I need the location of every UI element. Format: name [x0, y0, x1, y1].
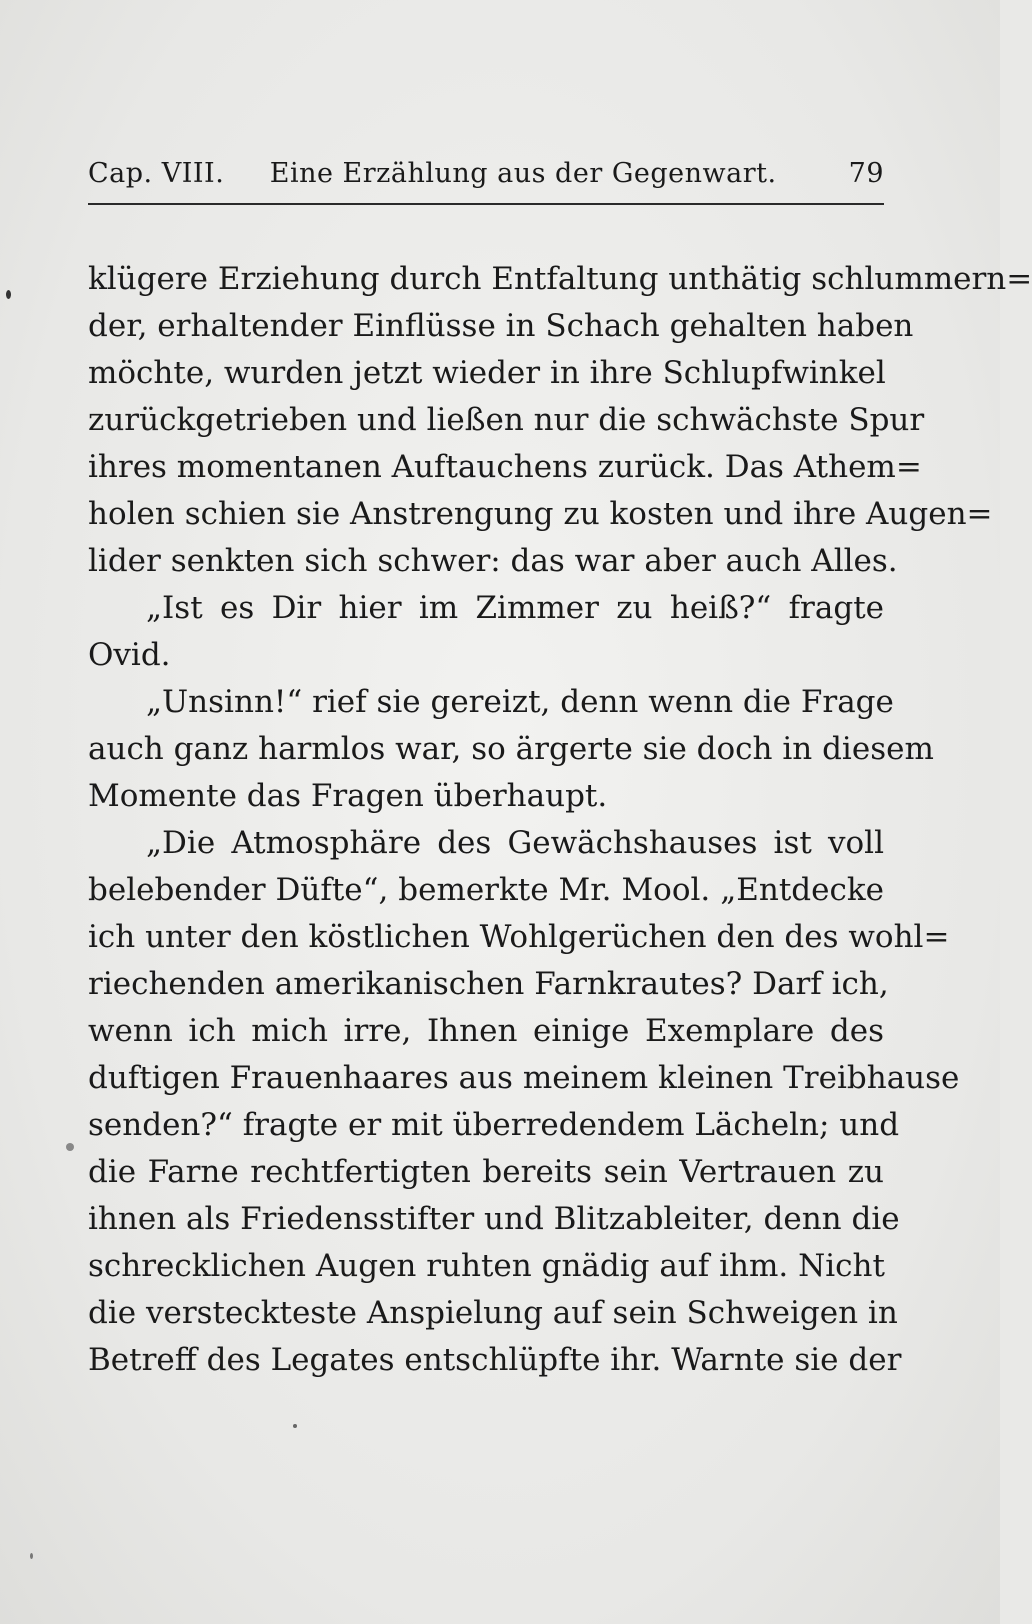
- text-line: schrecklichen Augen ruhten gnädig auf ihm. Nicht: [88, 1248, 885, 1284]
- paper-speck: [66, 1143, 74, 1151]
- text-line: „Die Atmosphäre des Gewächshauses ist voll: [146, 825, 884, 861]
- text-line: „Unsinn!“ rief sie gereizt, denn wenn die Frage: [146, 684, 894, 720]
- text-line: der, erhaltender Einflüsse in Schach gehalten haben: [88, 308, 914, 344]
- text-line: klügere Erziehung durch Entfaltung unthätig schlummern=: [88, 261, 1032, 297]
- chapter-label: Cap. VIII.: [88, 158, 225, 189]
- running-title: Eine Erzählung aus der Gegenwart.: [269, 158, 777, 189]
- text-line: die Farne rechtfertigten bereits sein Vertrauen zu: [88, 1154, 884, 1190]
- text-line: ich unter den köstlichen Wohlgerüchen den des wohl=: [88, 919, 950, 955]
- header-rule: [88, 203, 884, 205]
- text-line: auch ganz harmlos war, so ärgerte sie doch in diesem: [88, 731, 934, 767]
- paper-speck: [293, 1424, 297, 1428]
- text-line: möchte, wurden jetzt wieder in ihre Schlupfwinkel: [88, 355, 886, 391]
- text-line: die versteckteste Anspielung auf sein Schweigen in: [88, 1295, 898, 1331]
- text-line: zurückgetrieben und ließen nur die schwächste Spur: [88, 402, 925, 438]
- text-line: wenn ich mich irre, Ihnen einige Exemplare des: [88, 1013, 884, 1049]
- text-line: „Ist es Dir hier im Zimmer zu heiß?“ fragte: [146, 590, 884, 626]
- text-line: ihnen als Friedensstifter und Blitzableiter, denn die: [88, 1201, 900, 1237]
- text-line: senden?“ fragte er mit überredendem Lächeln; und: [88, 1107, 900, 1143]
- paper-speck: [30, 1553, 33, 1559]
- text-line: ihres momentanen Auftauchens zurück. Das Athem=: [88, 449, 922, 485]
- text-line: lider senkten sich schwer: das war aber auch Alles.: [88, 543, 898, 579]
- text-line: Momente das Fragen überhaupt.: [88, 778, 608, 814]
- header-left: [88, 158, 777, 189]
- text-line: Ovid.: [88, 637, 171, 673]
- text-line: belebender Düfte“, bemerkte Mr. Mool. „Entdecke: [88, 872, 884, 908]
- page-number: 79: [848, 158, 884, 189]
- paper-speck: [6, 290, 11, 299]
- text-line: holen schien sie Anstrengung zu kosten und ihre Augen=: [88, 496, 993, 532]
- body-text: [88, 256, 1032, 1384]
- text-line: riechenden amerikanischen Farnkrautes? Darf ich,: [88, 966, 889, 1002]
- running-header: [88, 152, 884, 192]
- text-line: Betreff des Legates entschlüpfte ihr. Warnte sie der: [88, 1342, 902, 1378]
- text-line: duftigen Frauenhaares aus meinem kleinen Treibhause: [88, 1060, 960, 1096]
